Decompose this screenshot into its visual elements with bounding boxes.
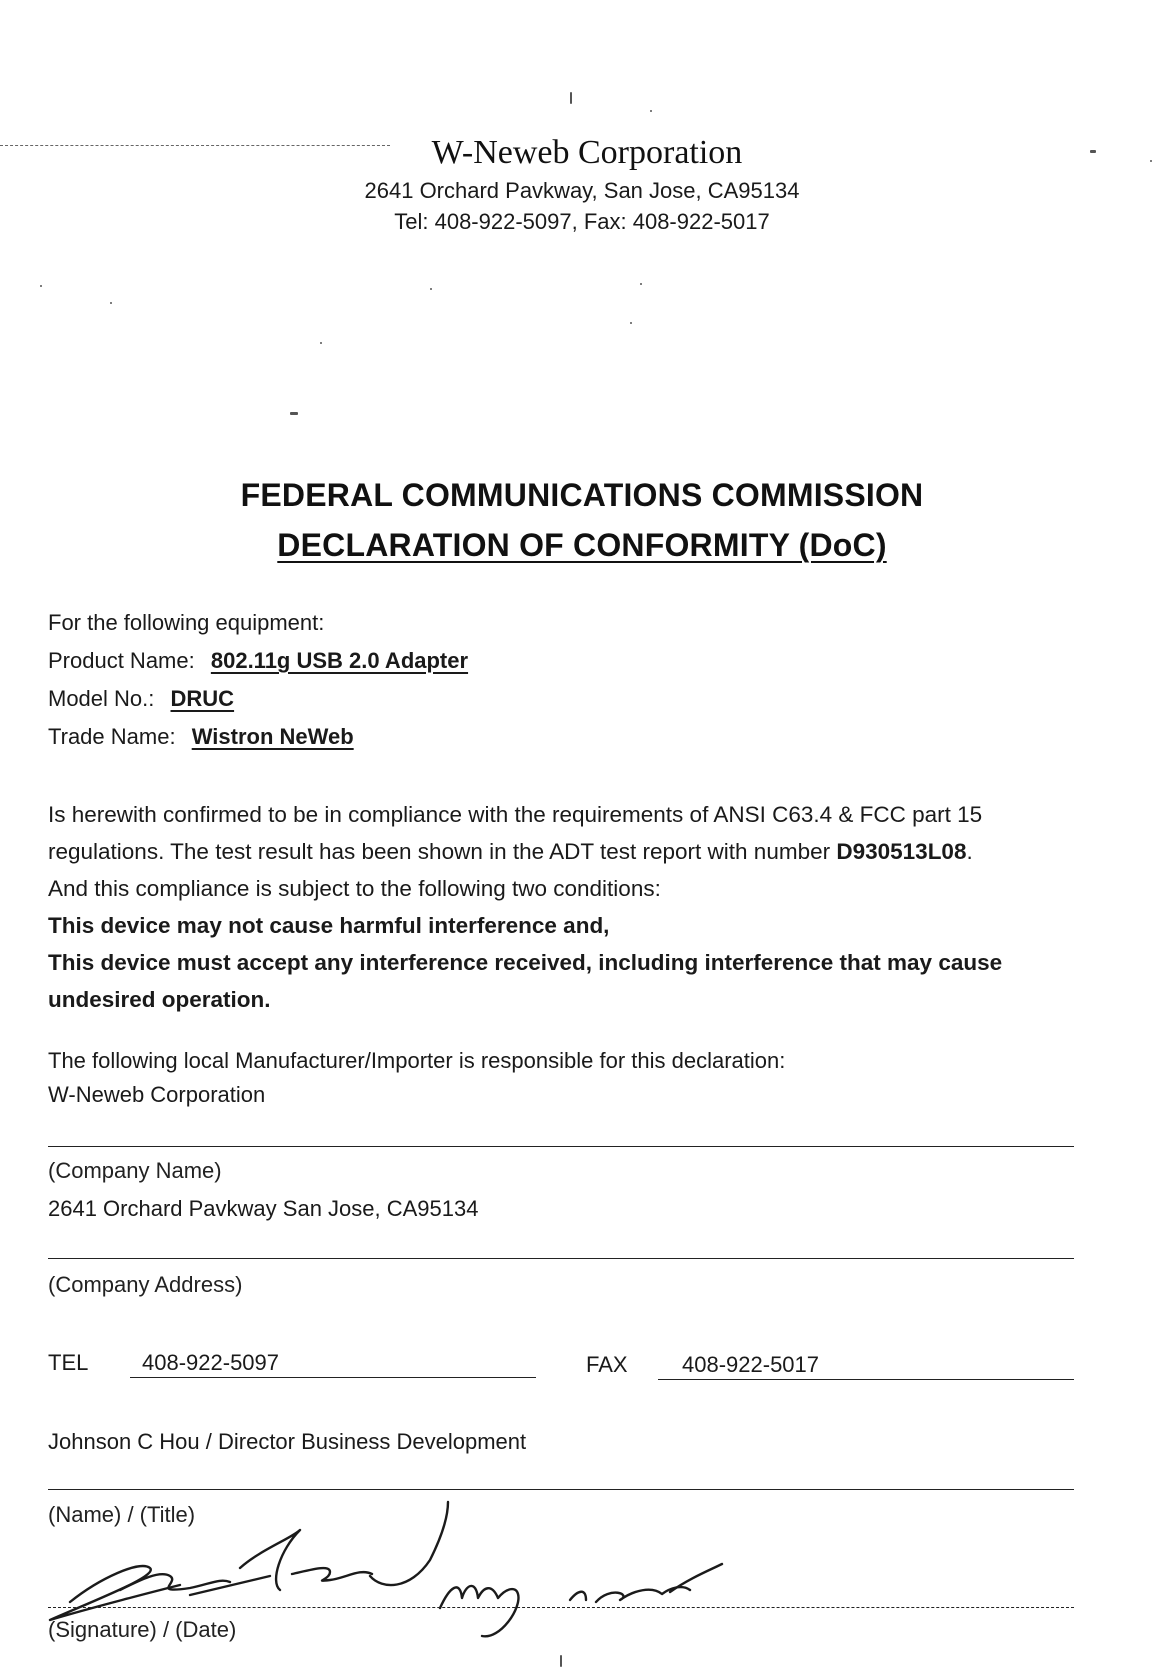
product-name-value: 802.11g USB 2.0 Adapter xyxy=(210,648,469,673)
letterhead-company: W-Neweb Corporation xyxy=(431,134,743,171)
condition-2b: undesired operation. xyxy=(48,987,271,1012)
tel-line xyxy=(130,1377,536,1378)
responsible-intro: The following local Manufacturer/Importer is responsible for this declaration: xyxy=(48,1048,786,1073)
product-name-label: Product Name: xyxy=(48,648,195,673)
fax-value: 408-922-5017 xyxy=(682,1352,820,1377)
fax-label: FAX xyxy=(586,1352,628,1377)
compliance-line-2: regulations. The test result has been shown in the ADT test report with number D930513L08. xyxy=(48,839,973,864)
doc-title-doc: DECLARATION OF CONFORMITY (DoC) xyxy=(277,527,887,563)
scan-speck xyxy=(640,283,642,285)
company-address-value: 2641 Orchard Pavkway San Jose, CA95134 xyxy=(48,1196,479,1221)
scan-speck xyxy=(630,322,632,324)
report-number: D930513L08 xyxy=(836,839,967,864)
compliance-line-3: And this compliance is subject to the following two conditions: xyxy=(48,876,661,901)
condition-1: This device may not cause harmful interference and, xyxy=(48,913,610,938)
company-address-line xyxy=(48,1258,1074,1259)
scan-speck xyxy=(290,412,298,415)
scan-speck xyxy=(320,342,322,344)
scan-speck xyxy=(40,285,42,287)
signature-caption: (Signature) / (Date) xyxy=(48,1617,237,1642)
trade-name-value: Wistron NeWeb xyxy=(191,724,354,749)
scan-speck xyxy=(650,110,652,112)
product-name-row xyxy=(48,648,468,674)
model-label: Model No.: xyxy=(48,686,155,711)
name-title-value: Johnson C Hou / Director Business Development xyxy=(48,1429,527,1454)
company-address-caption: (Company Address) xyxy=(48,1272,243,1297)
scan-speck xyxy=(430,288,432,290)
company-name-caption: (Company Name) xyxy=(48,1158,222,1183)
compliance-paragraph xyxy=(48,796,1118,1018)
signature-line xyxy=(48,1607,1074,1608)
company-name-line xyxy=(48,1146,1074,1147)
tel-value: 408-922-5097 xyxy=(142,1350,280,1375)
scan-speck xyxy=(570,92,572,104)
compliance-line-1: Is herewith confirmed to be in compliance with the requirements of ANSI C63.4 & FCC part 15 xyxy=(48,802,983,827)
company-name-value: W-Neweb Corporation xyxy=(48,1082,266,1107)
fax-line xyxy=(658,1379,1074,1380)
letterhead-contact: Tel: 408-922-5097, Fax: 408-922-5017 xyxy=(394,209,770,234)
tel-label: TEL xyxy=(48,1350,89,1375)
model-row xyxy=(48,686,234,712)
trade-name-row xyxy=(48,724,354,750)
equipment-intro: For the following equipment: xyxy=(48,610,325,635)
letterhead-address: 2641 Orchard Pavkway, San Jose, CA95134 xyxy=(364,178,800,203)
name-title-caption: (Name) / (Title) xyxy=(48,1502,196,1527)
model-value: DRUC xyxy=(170,686,235,711)
trade-name-label: Trade Name: xyxy=(48,724,176,749)
doc-title-fcc: FEDERAL COMMUNICATIONS COMMISSION xyxy=(240,477,924,513)
scan-speck xyxy=(110,302,112,304)
scan-speck xyxy=(560,1655,562,1667)
condition-2a: This device must accept any interference received, including interference that may cause xyxy=(48,950,1003,975)
